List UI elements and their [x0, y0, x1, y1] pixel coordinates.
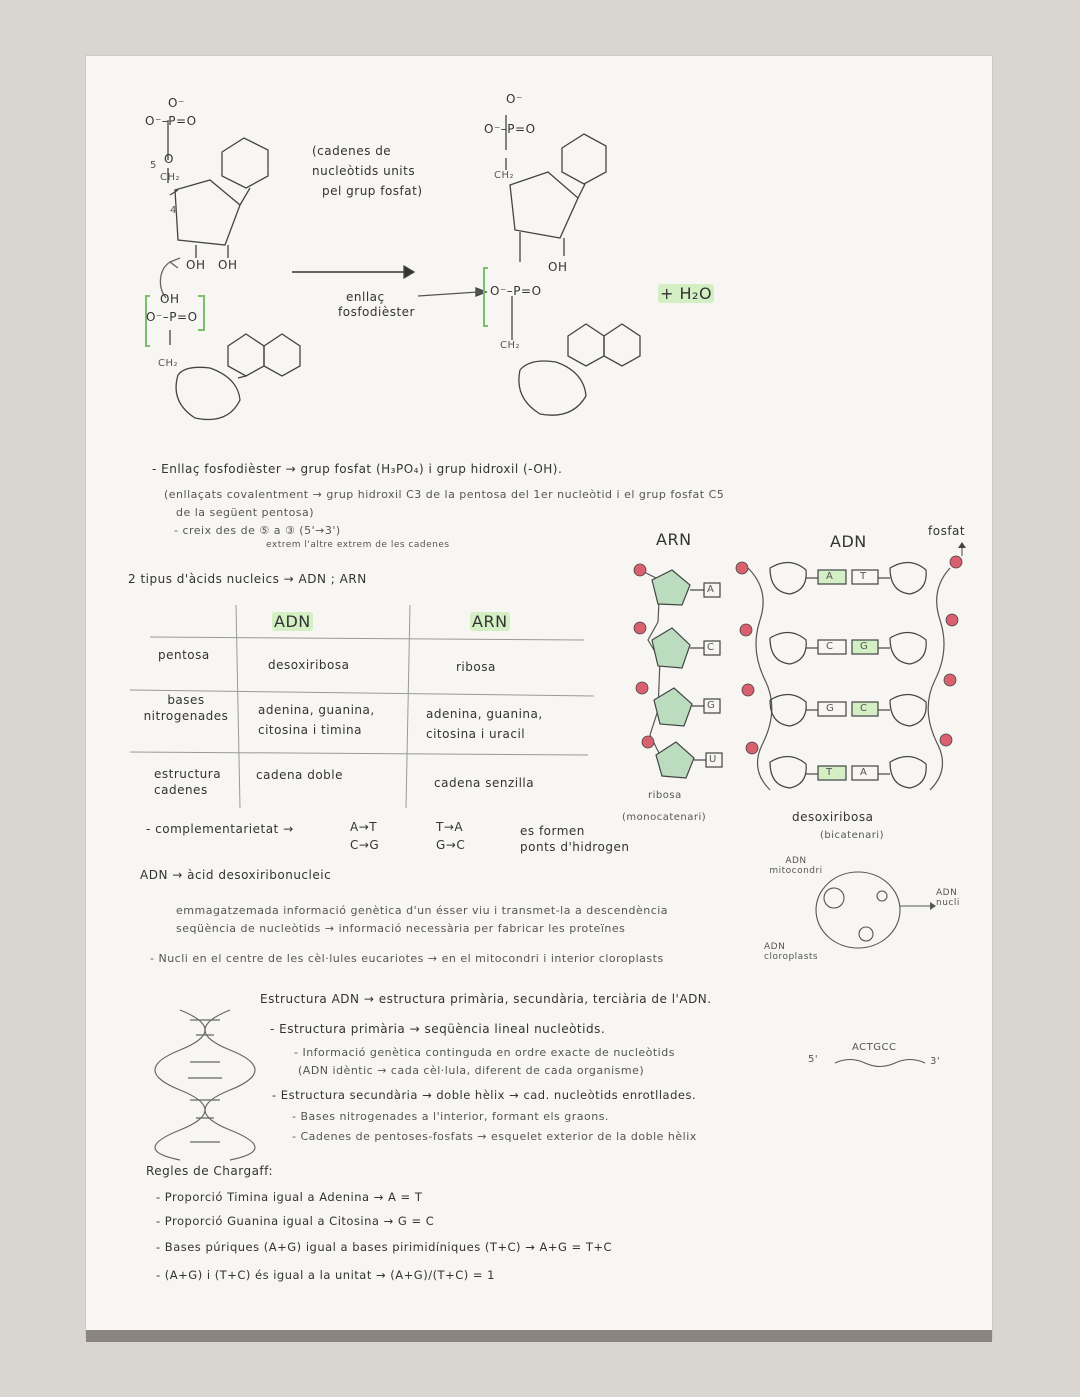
chain-note-line-2: nucleòtids units: [312, 164, 416, 178]
complementarity-label: - complementarietat →: [146, 822, 294, 836]
structure-primary-detail-2: (ADN idèntic → cada cèl·lula, diferent de cada organisme): [298, 1064, 645, 1077]
ribosa-label: ribosa: [648, 790, 682, 801]
oh-label-2: OH: [218, 258, 238, 272]
table-cell-arn: ribosa: [456, 660, 496, 674]
arn-base-label: G: [707, 700, 716, 711]
chargaff-title: Regles de Chargaff:: [146, 1164, 273, 1178]
chain-note-line-3: pel grup fosfat): [322, 184, 423, 198]
oxygen-label: O⁻: [168, 96, 185, 110]
ch2-label-right: CH₂: [494, 170, 515, 181]
sequence-3-prime: 3': [930, 1056, 941, 1067]
complementarity-pairs-right: T→A G→C: [436, 820, 466, 852]
hydrogen-bond-note-1: es formen: [520, 824, 585, 838]
base-ring-hexagon: [222, 138, 268, 188]
bond-note-line-3: de la següent pentosa): [176, 506, 315, 519]
adn-base-label: G: [826, 703, 835, 714]
water-product: + H₂O: [660, 284, 713, 303]
adn-base-label: C: [826, 641, 834, 652]
table-cell-adn: adenina, guanina, citosina i timina: [258, 703, 375, 737]
nucleic-acid-types: 2 tipus d'àcids nucleics → ADN ; ARN: [128, 572, 367, 586]
table-row-label: bases nitrogenades: [143, 693, 229, 723]
adn-base-label: G: [860, 641, 869, 652]
ch2-label-right-lower: CH₂: [500, 340, 521, 351]
carbon-5-label: 5: [150, 160, 157, 171]
diagram-title-adn: ADN: [830, 532, 867, 551]
arn-base-label: A: [707, 584, 715, 595]
table-row-label: pentosa: [158, 648, 210, 662]
phosphate-label-lower: O⁻–P=O: [146, 310, 198, 324]
oh-label-right: OH: [548, 260, 568, 274]
cell-label-mitocondri: ADN mitocondri: [769, 856, 823, 876]
oh-label: OH: [186, 258, 206, 272]
bond-label-2: fosfodièster: [338, 305, 415, 319]
table-row-label: estructura cadenes: [154, 767, 222, 797]
adn-base-label: A: [826, 571, 834, 582]
pentose-ring: [175, 180, 240, 245]
ch2-label: CH₂: [160, 172, 181, 183]
adn-base-label: A: [860, 767, 868, 778]
structure-secondary: - Estructura secundària → doble hèlix → cad. nucleòtids enrotllades.: [272, 1088, 697, 1102]
diagram-title-arn: ARN: [656, 530, 692, 549]
chargaff-rule-2: - Proporció Guanina igual a Citosina → G = C: [156, 1214, 435, 1228]
bond-note-line-4: - creix des de ⑤ a ③ (5'→3'): [174, 524, 341, 537]
ch2-label-lower: CH₂: [158, 358, 179, 369]
oxygen-label-right: O⁻: [506, 92, 523, 106]
structure-secondary-detail-1: - Bases nitrogenades a l'interior, formant els graons.: [292, 1110, 609, 1123]
hydrogen-bond-note-2: ponts d'hidrogen: [520, 840, 630, 854]
table-header-arn: ARN: [472, 612, 508, 631]
structure-primary: - Estructura primària → seqüència lineal nucleòtids.: [270, 1022, 606, 1036]
chain-note-line-1: (cadenes de: [312, 144, 392, 158]
carbon-4-label: 4: [170, 205, 177, 216]
phosphate-label-right: O⁻–P=O: [484, 122, 536, 136]
phosphate-label-bridge: O⁻–P=O: [490, 284, 542, 298]
adn-location-line: - Nucli en el centre de les cèl·lules eucariotes → en el mitocondri i interior cloroplasts: [150, 952, 664, 965]
oh-left-label: OH: [160, 292, 180, 306]
table-cell-arn: adenina, guanina, citosina i uracil: [426, 707, 543, 741]
pentose-ring-right: [510, 172, 578, 238]
table-header-adn: ADN: [274, 612, 311, 631]
arn-nucleotide: [652, 570, 694, 778]
arn-base-label: U: [709, 754, 717, 765]
structure-secondary-detail-2: - Cadenes de pentoses-fosfats → esquelet exterior de la doble hèlix: [292, 1130, 697, 1143]
chargaff-rule-3: - Bases púriques (A+G) igual a bases pirimidíniques (T+C) → A+G = T+C: [156, 1240, 613, 1254]
desoxiribosa-label: desoxiribosa: [792, 810, 874, 824]
adn-base-label: T: [826, 767, 833, 778]
pentose-ring-lower: [176, 367, 240, 419]
structure-title: Estructura ADN → estructura primària, secundària, terciària de l'ADN.: [260, 992, 712, 1006]
cell-label-cloroplasts: ADN cloroplasts: [764, 942, 819, 962]
sequence-example: ACTGCC: [852, 1042, 897, 1053]
complementarity-pairs-left: A→T C→G: [350, 820, 380, 852]
bond-note-line-1: - Enllaç fosfodièster → grup fosfat (H₃PO₄) i grup hidroxil (-OH).: [152, 462, 563, 476]
bicatenari-label: (bicatenari): [820, 830, 884, 841]
adn-base-label: C: [860, 703, 868, 714]
adn-base-label: T: [860, 571, 867, 582]
cell-label-nucli: ADN nucli: [936, 888, 960, 908]
table-cell-adn: cadena doble: [256, 768, 344, 782]
table-cell-adn: desoxiribosa: [268, 658, 350, 672]
cell-sketch: [816, 872, 900, 948]
adn-heading: ADN → àcid desoxiribonucleic: [140, 868, 332, 882]
adn-function-line-1: emmagatzemada informació genètica d'un ésser viu i transmet-la a descendència: [176, 904, 669, 917]
monocatenari-label: (monocatenari): [622, 812, 707, 823]
phosphate-pointer-label: fosfat: [928, 524, 966, 538]
sequence-5-prime: 5': [808, 1054, 819, 1065]
oxygen-single-label: O: [164, 152, 174, 166]
arn-base-label: C: [707, 642, 715, 653]
structure-primary-detail-1: - Informació genètica continguda en ordre exacte de nucleòtids: [294, 1046, 675, 1059]
bond-note-line-5: extrem l'altre extrem de les cadenes: [266, 540, 450, 550]
chargaff-rule-1: - Proporció Timina igual a Adenina → A = T: [156, 1190, 423, 1204]
phosphate-label: O⁻–P=O: [145, 114, 197, 128]
adn-function-line-2: seqüència de nucleòtids → informació necessària per fabricar les proteïnes: [176, 922, 626, 935]
bond-label-1: enllaç: [346, 290, 385, 304]
table-cell-arn: cadena senzilla: [434, 776, 535, 790]
adn-left-backbone: [748, 568, 772, 790]
dna-helix-sketch: [155, 1010, 255, 1160]
bond-note-line-2: (enllaçats covalentment → grup hidroxil C3 de la pentosa del 1er nucleòtid i el grup fosfat C5: [164, 488, 725, 501]
chargaff-rule-4: - (A+G) i (T+C) és igual a la unitat → (A+G)/(T+C) = 1: [156, 1268, 495, 1282]
